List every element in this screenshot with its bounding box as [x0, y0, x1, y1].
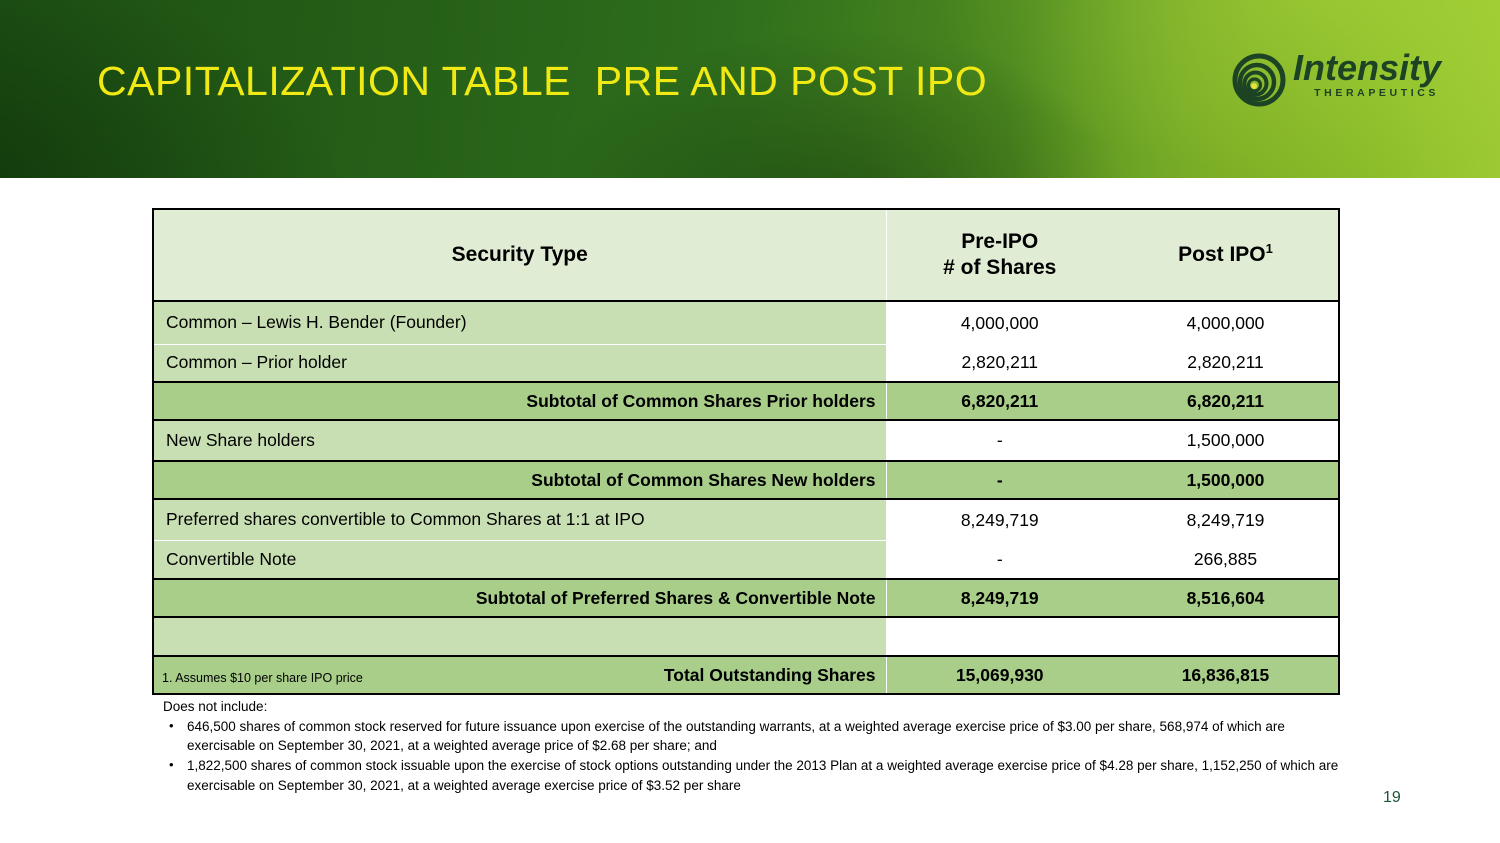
header-post-ipo	[1113, 209, 1339, 301]
header-post-ipo-text: Post IPO	[1178, 243, 1266, 267]
ipo-price-footnote: 1. Assumes $10 per share IPO price	[162, 671, 363, 685]
total-label-cell	[153, 656, 886, 694]
row-label: New Share holders	[153, 420, 886, 461]
bullet-icon: •	[169, 757, 174, 773]
bullet-icon: •	[169, 718, 174, 734]
notes-heading: Does not include:	[163, 699, 268, 714]
header-post-ipo-footnote-marker: 1	[1265, 241, 1273, 257]
row-label: Preferred shares convertible to Common Shares at 1:1 at IPO	[153, 499, 886, 540]
note-bullet-text: 1,822,500 shares of common stock issuable upon the exercise of stock options outstanding under the 2013 Plan at a weighted average exercise price of $4.28 per share, 1,152,250 of which are exercisable on September 30, 2021, at a weighted average exercise price of $3.52 per share	[187, 758, 1339, 793]
header-security-type: Security Type	[153, 209, 886, 301]
subtotal-row	[153, 382, 1339, 420]
header-pre-ipo-line1: Pre-IPO	[961, 229, 1039, 253]
header-band	[0, 0, 1500, 178]
spacer-value-cell	[886, 617, 1113, 656]
table-row	[153, 301, 1339, 344]
table-row	[153, 540, 1339, 579]
total-post-value: 16,836,815	[1113, 656, 1339, 694]
spacer-value-cell	[1113, 617, 1339, 656]
row-pre-value: -	[886, 540, 1113, 579]
table-row	[153, 499, 1339, 540]
total-pre-value: 15,069,930	[886, 656, 1113, 694]
row-post-value: 8,249,719	[1113, 499, 1339, 540]
header-pre-ipo	[886, 209, 1113, 301]
subtotal-pre-value: -	[886, 461, 1113, 499]
total-label: Total Outstanding Shares	[663, 664, 876, 685]
subtotal-pre-value: 6,820,211	[886, 382, 1113, 420]
subtotal-label: Subtotal of Common Shares Prior holders	[153, 382, 886, 420]
row-post-value: 2,820,211	[1113, 344, 1339, 382]
logo-wordmark: Intensity	[1293, 47, 1442, 88]
logo-subtitle: THERAPEUTICS	[1314, 87, 1440, 99]
note-bullet-text: 646,500 shares of common stock reserved for future issuance upon exercise of the outstanding warrants, at a weighted average exercise price of $3.00 per share, 568,974 of which are exercisable on September 30, 2021, at a weighted average price of $2.68 per share; and	[187, 719, 1285, 754]
company-logo	[1232, 47, 1442, 107]
row-pre-value: -	[886, 420, 1113, 461]
subtotal-row	[153, 579, 1339, 617]
row-post-value: 1,500,000	[1113, 420, 1339, 461]
subtotal-post-value: 6,820,211	[1113, 382, 1339, 420]
row-label: Common – Lewis H. Bender (Founder)	[153, 301, 886, 344]
row-label: Convertible Note	[153, 540, 886, 579]
page-number: 19	[1383, 789, 1401, 806]
total-row	[153, 656, 1339, 694]
note-bullet-item	[163, 717, 1343, 755]
intensity-swirl-icon	[1232, 53, 1286, 107]
spacer-row	[153, 617, 1339, 656]
header-pre-ipo-line2: # of Shares	[943, 256, 1057, 279]
subtotal-label: Subtotal of Common Shares New holders	[153, 461, 886, 499]
table-row	[153, 344, 1339, 382]
capitalization-table	[152, 208, 1340, 695]
table-row	[153, 420, 1339, 461]
row-pre-value: 2,820,211	[886, 344, 1113, 382]
row-post-value: 266,885	[1113, 540, 1339, 579]
subtotal-post-value: 1,500,000	[1113, 461, 1339, 499]
exclusions-notes	[163, 697, 1343, 795]
page-title: CAPITALIZATION TABLE PRE AND POST IPO	[97, 58, 988, 104]
row-label: Common – Prior holder	[153, 344, 886, 382]
table-header-row	[153, 209, 1339, 301]
spacer-label-cell	[153, 617, 886, 656]
subtotal-post-value: 8,516,604	[1113, 579, 1339, 617]
note-bullet-item	[163, 756, 1343, 794]
subtotal-label: Subtotal of Preferred Shares & Convertible Note	[153, 579, 886, 617]
row-pre-value: 8,249,719	[886, 499, 1113, 540]
subtotal-pre-value: 8,249,719	[886, 579, 1113, 617]
subtotal-row	[153, 461, 1339, 499]
row-post-value: 4,000,000	[1113, 301, 1339, 344]
row-pre-value: 4,000,000	[886, 301, 1113, 344]
